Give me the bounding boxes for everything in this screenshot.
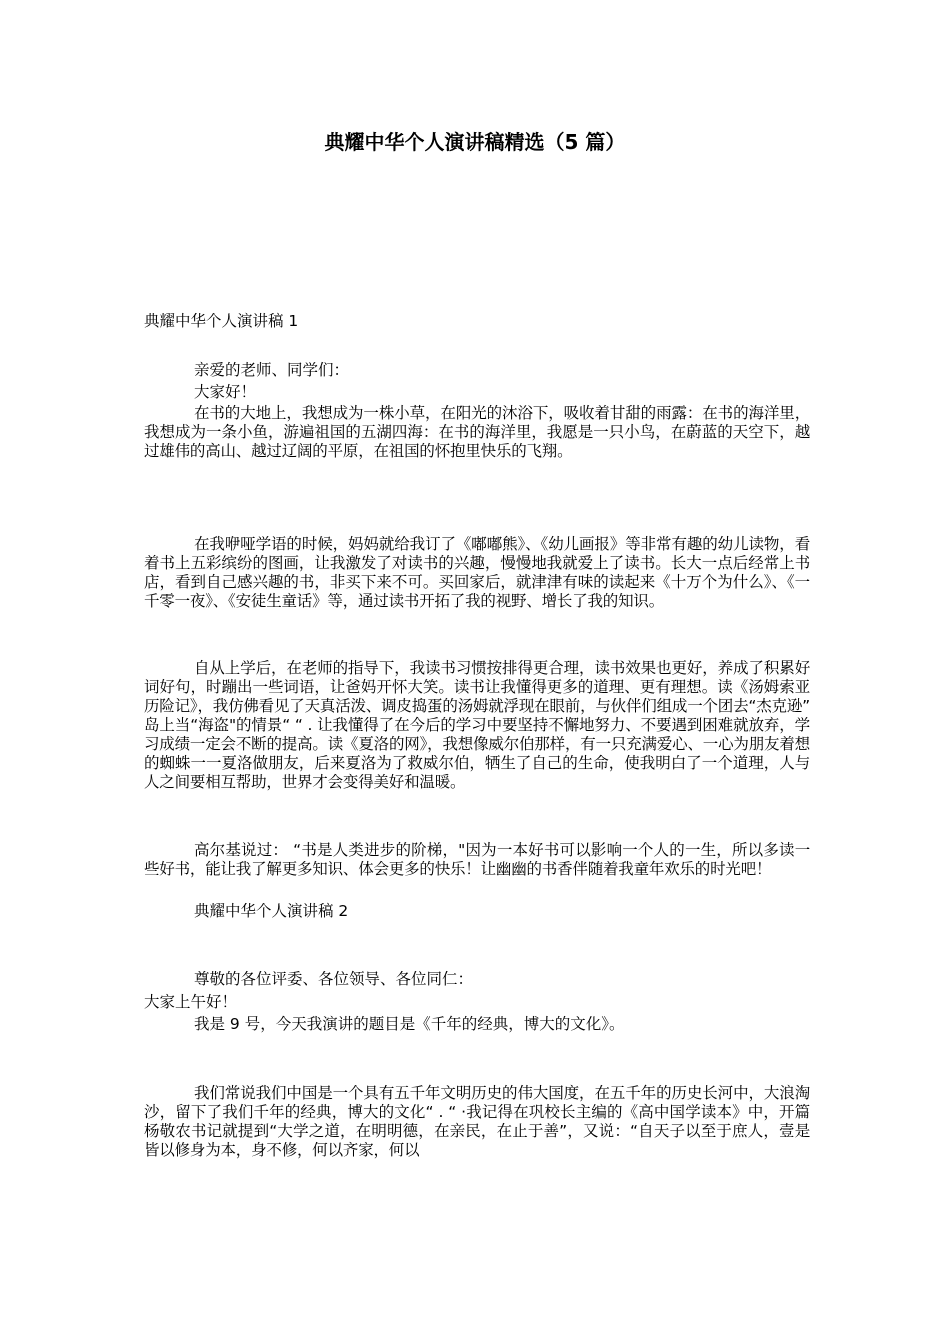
speech1-salutation: 亲爱的老师、同学们： xyxy=(194,361,350,379)
speech1-paragraph-1: 在书的大地上，我想成为一株小草，在阳光的沐浴下，吸收着甘甜的雨露：在书的海洋里，我想成为一条小鱼，游遍祖国的五湖四海：在书的海洋里，我愿是一只小鸟，在蔚蓝的天空下，越过雄伟的高山、越过辽阔的平原，在祖国的怀抱里快乐的飞翔。 xyxy=(144,404,810,460)
speech2-greeting: 大家上午好！ xyxy=(144,993,238,1011)
speech2-salutation: 尊敬的各位评委、各位领导、各位同仁： xyxy=(194,970,474,988)
speech1-greeting: 大家好！ xyxy=(194,383,257,401)
speech2-paragraph-1: 我们常说我们中国是一个具有五千年文明历史的伟大国度，在五千年的历史长河中，大浪淘沙，留下了我们千年的经典，博大的文化“ . “ ·我记得在巩校长主编的《高中国学读本》中，开篇杨敬农书记就提到“大学之道，在明明德，在亲民，在止于善”，又说：“自天子以至于庶人，壹是皆以修身为本，身不修，何以齐家，何以 xyxy=(144,1084,810,1159)
speech2-heading: 典耀中华个人演讲稿 2 xyxy=(194,902,349,920)
speech1-paragraph-2: 在我咿哑学语的时候，妈妈就给我订了《嘟嘟熊》、《幼儿画报》等非常有趣的幼儿读物，看着书上五彩缤纷的图画，让我激发了对读书的兴趣，慢慢地我就爱上了读书。长大一点后经常上书店，看到自己感兴趣的书，非买下来不可。买回家后，就津津有味的读起来《十万个为什么》、《一千零一夜》、《安徒生童话》等，通过读书开拓了我的视野、增长了我的知识。 xyxy=(144,535,810,610)
speech1-paragraph-4: 高尔基说过： “书是人类进步的阶梯，"因为一本好书可以影响一个人的一生，所以多读一些好书，能让我了解更多知识、体会更多的快乐！让幽幽的书香伴随着我童年欢乐的时光吧！ xyxy=(144,841,810,878)
speech2-intro: 我是 9 号，今天我演讲的题目是《千年的经典，博大的文化》。 xyxy=(194,1015,625,1033)
speech1-paragraph-3: 自从上学后，在老师的指导下，我读书习惯按排得更合理，读书效果也更好，养成了积累好词好句，时蹦出一些词语，让爸妈开怀大笑。读书让我懂得更多的道理、更有理想。读《汤姆索亚历险记》，我仿佛看见了天真活泼、调皮捣蛋的汤姆就浮现在眼前，与伙伴们组成一个团去“杰克逊” 岛上当“海盗"的情景“ “ . 让我懂得了在今后的学习中要坚持不懈地努力、不要遇到困难就放弃，学习成绩一定会不断的提高。读《夏洛的网》，我想像威尔伯那样，有一只充满爱心、一心为朋友着想的蜘蛛一一夏洛做朋友，后来夏洛为了救威尔伯，牺生了自己的生命，使我明白了一个道理，人与人之间要相互帮助，世界才会变得美好和温暖。 xyxy=(144,659,810,791)
speech1-heading: 典耀中华个人演讲稿 1 xyxy=(144,312,299,330)
document-title: 典耀中华个人演讲稿精选（5 篇） xyxy=(324,130,626,154)
